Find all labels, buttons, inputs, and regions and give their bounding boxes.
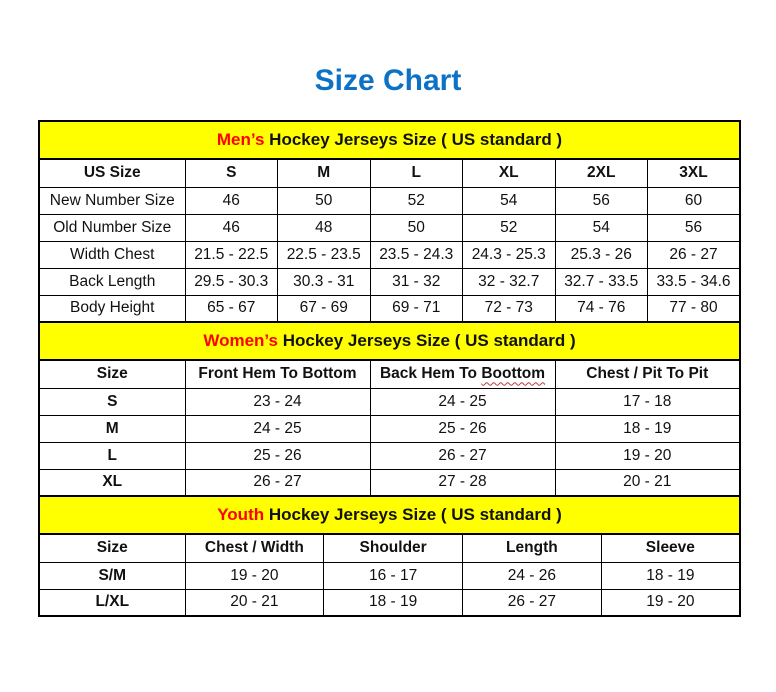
row-label: S/M [39,562,185,589]
mens-size-table [38,120,741,323]
mens-header-row [39,159,740,187]
womens-size-table [38,321,741,497]
row-label: S [39,388,185,415]
column-header-misspelled [370,360,555,388]
mens-section-title-rest: Hockey Jerseys Size ( US standard ) [269,130,563,149]
size-value: 50 [278,187,371,214]
size-value: 24.3 - 25.3 [463,241,556,268]
size-value: 60 [648,187,741,214]
column-header: Size [39,360,185,388]
size-value: 18 - 19 [324,589,463,616]
row-label: Width Chest [39,241,185,268]
column-header: XL [463,159,556,187]
column-header: US Size [39,159,185,187]
table-row [39,415,740,442]
size-value: 27 - 28 [370,469,555,496]
size-value: 65 - 67 [185,295,278,322]
size-value: 18 - 19 [555,415,740,442]
column-header: 3XL [648,159,741,187]
size-value: 19 - 20 [185,562,324,589]
size-value: 24 - 26 [463,562,602,589]
size-value: 46 [185,214,278,241]
youth-section-band [39,496,740,534]
size-value: 18 - 19 [601,562,740,589]
size-value: 54 [555,214,648,241]
page-title: Size Chart [314,64,462,97]
size-value: 52 [463,214,556,241]
column-header: 2XL [555,159,648,187]
mens-section-band-text [39,121,740,159]
table-row [39,469,740,496]
size-value: 16 - 17 [324,562,463,589]
size-value: 54 [463,187,556,214]
size-value: 20 - 21 [555,469,740,496]
column-header: Shoulder [324,534,463,562]
column-header: Length [463,534,602,562]
back-hem-misspelled-word: Boottom [481,365,546,383]
column-header: Sleeve [601,534,740,562]
size-value: 25 - 26 [370,415,555,442]
size-value: 56 [648,214,741,241]
column-header: L [370,159,463,187]
size-value: 50 [370,214,463,241]
youth-section-highlight: Youth [217,505,265,524]
size-value: 30.3 - 31 [278,268,371,295]
row-label: New Number Size [39,187,185,214]
column-header: Front Hem To Bottom [185,360,370,388]
womens-section-band [39,322,740,360]
table-row [39,295,740,322]
womens-section-title-rest: Hockey Jerseys Size ( US standard ) [282,331,576,350]
size-value: 20 - 21 [185,589,324,616]
column-header: Chest / Width [185,534,324,562]
table-row [39,388,740,415]
size-value: 32.7 - 33.5 [555,268,648,295]
size-value: 26 - 27 [463,589,602,616]
column-header: Size [39,534,185,562]
size-value: 26 - 27 [648,241,741,268]
size-value: 17 - 18 [555,388,740,415]
womens-section-band-text [39,322,740,360]
youth-size-table [38,495,741,617]
row-label: L/XL [39,589,185,616]
size-value: 72 - 73 [463,295,556,322]
row-label: Back Length [39,268,185,295]
table-row [39,187,740,214]
table-row [39,562,740,589]
size-value: 48 [278,214,371,241]
size-value: 31 - 32 [370,268,463,295]
table-row [39,214,740,241]
size-value: 23 - 24 [185,388,370,415]
size-value: 29.5 - 30.3 [185,268,278,295]
table-row [39,241,740,268]
size-value: 56 [555,187,648,214]
size-value: 24 - 25 [370,388,555,415]
size-value: 19 - 20 [601,589,740,616]
size-value: 74 - 76 [555,295,648,322]
size-value: 22.5 - 23.5 [278,241,371,268]
table-row [39,442,740,469]
row-label: Old Number Size [39,214,185,241]
table-row [39,268,740,295]
size-value: 32 - 32.7 [463,268,556,295]
size-value: 67 - 69 [278,295,371,322]
size-value: 26 - 27 [185,469,370,496]
size-value: 46 [185,187,278,214]
column-header: Chest / Pit To Pit [555,360,740,388]
size-value: 77 - 80 [648,295,741,322]
mens-section-highlight: Men’s [216,130,265,149]
column-header: S [185,159,278,187]
womens-header-row [39,360,740,388]
size-chart-tables [38,120,741,617]
youth-header-row [39,534,740,562]
table-row [39,589,740,616]
mens-section-band [39,121,740,159]
row-label: M [39,415,185,442]
size-value: 24 - 25 [185,415,370,442]
size-value: 26 - 27 [370,442,555,469]
size-value: 21.5 - 22.5 [185,241,278,268]
womens-section-highlight: Women’s [203,331,278,350]
size-value: 52 [370,187,463,214]
size-value: 33.5 - 34.6 [648,268,741,295]
size-value: 69 - 71 [370,295,463,322]
back-hem-prefix: Back Hem To [379,365,478,383]
size-value: 25.3 - 26 [555,241,648,268]
row-label: XL [39,469,185,496]
size-value: 23.5 - 24.3 [370,241,463,268]
row-label: Body Height [39,295,185,322]
size-value: 19 - 20 [555,442,740,469]
youth-section-title-rest: Hockey Jerseys Size ( US standard ) [268,505,562,524]
column-header: M [278,159,371,187]
row-label: L [39,442,185,469]
youth-section-band-text [39,496,740,534]
size-value: 25 - 26 [185,442,370,469]
